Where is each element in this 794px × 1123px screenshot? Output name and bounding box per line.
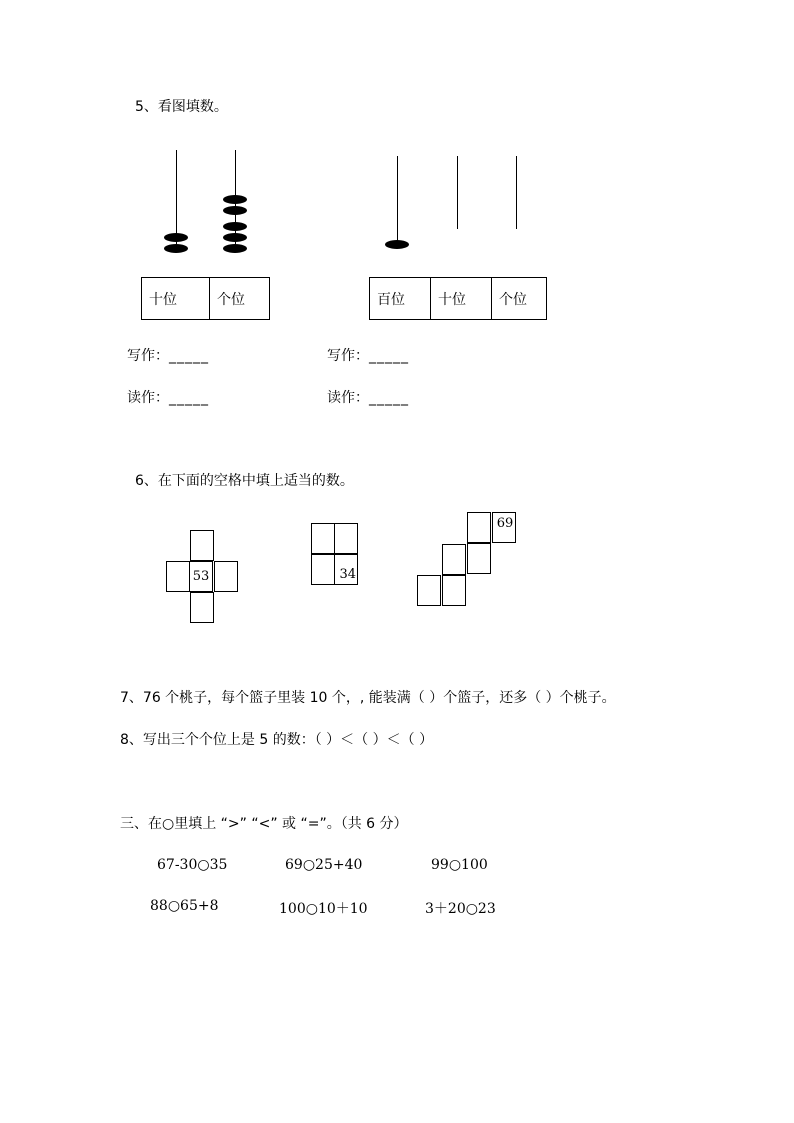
compare-item-1: 67-30○35 bbox=[157, 857, 228, 873]
stair-cell-1[interactable] bbox=[467, 512, 491, 543]
place-label-ones: 个位 bbox=[210, 278, 270, 320]
read-blank-1[interactable]: _____ bbox=[169, 390, 209, 406]
section-3-title: 三、在○里填上 “>” “<” 或 “=”。（共 6 分） bbox=[120, 816, 408, 832]
stair-cell-3[interactable] bbox=[442, 544, 466, 575]
compare-item-4: 88○65+8 bbox=[150, 898, 219, 914]
write-label: 写作： bbox=[127, 348, 169, 364]
read-blank-2[interactable]: _____ bbox=[369, 390, 409, 406]
stair-cell-2: 69 bbox=[492, 512, 516, 543]
abacus-1-bead bbox=[223, 195, 247, 204]
read-label: 读作： bbox=[327, 390, 369, 406]
abacus-1-rod-tens bbox=[176, 150, 177, 244]
cross-cell-left[interactable] bbox=[166, 561, 190, 592]
abacus-1-bead bbox=[223, 244, 247, 253]
abacus-1-bead bbox=[164, 233, 188, 242]
read-label: 读作： bbox=[127, 390, 169, 406]
write-line-1 bbox=[127, 347, 209, 365]
stair-cell-5[interactable] bbox=[417, 575, 441, 606]
cross-cell-center: 53 bbox=[189, 561, 213, 592]
place-label-hundreds: 百位 bbox=[370, 278, 431, 320]
abacus-2-place-table bbox=[369, 277, 547, 320]
compare-item-3: 99○100 bbox=[431, 857, 488, 873]
read-line-2 bbox=[327, 389, 409, 407]
read-line-1 bbox=[127, 389, 209, 407]
q8-text: 8、写出三个个位上是 5 的数：（ ）＜（ ）＜（ ） bbox=[120, 732, 434, 748]
compare-item-5: 100○10＋10 bbox=[279, 901, 368, 917]
cross-cell-top[interactable] bbox=[190, 530, 214, 561]
stair-cell-4[interactable] bbox=[467, 543, 491, 574]
write-line-2 bbox=[327, 347, 409, 365]
cross-cell-bottom[interactable] bbox=[190, 592, 214, 623]
square-cell-top-right[interactable] bbox=[334, 523, 358, 554]
q6-title: 6、在下面的空格中填上适当的数。 bbox=[135, 473, 354, 489]
q5-title: 5、看图填数。 bbox=[135, 99, 228, 115]
place-label-tens: 十位 bbox=[431, 278, 492, 320]
abacus-1-bead bbox=[223, 206, 247, 215]
write-label: 写作： bbox=[327, 348, 369, 364]
square-cell-bottom-right: 34 bbox=[334, 554, 358, 585]
abacus-1-bead bbox=[164, 244, 188, 253]
abacus-1-bead bbox=[223, 233, 247, 242]
stair-cell-6[interactable] bbox=[442, 575, 466, 606]
abacus-2-rod-hundreds bbox=[397, 156, 398, 244]
abacus-2-rod-ones bbox=[516, 156, 517, 229]
abacus-1-place-table bbox=[141, 277, 270, 320]
place-label-ones: 个位 bbox=[492, 278, 547, 320]
square-cell-top-left[interactable] bbox=[311, 523, 335, 554]
compare-item-6: 3＋20○23 bbox=[425, 901, 496, 917]
compare-item-2: 69○25+40 bbox=[285, 857, 363, 873]
cross-cell-right[interactable] bbox=[214, 561, 238, 592]
q7-text: 7、76 个桃子，每个篮子里装 10 个，, 能装满（ ）个篮子，还多（ ）个桃子。 bbox=[120, 690, 616, 706]
write-blank-2[interactable]: _____ bbox=[369, 348, 409, 364]
abacus-2-bead bbox=[385, 240, 409, 249]
place-label-tens: 十位 bbox=[142, 278, 210, 320]
abacus-1-bead bbox=[223, 222, 247, 231]
square-cell-bottom-left[interactable] bbox=[311, 554, 335, 585]
abacus-2-rod-tens bbox=[457, 156, 458, 229]
write-blank-1[interactable]: _____ bbox=[169, 348, 209, 364]
